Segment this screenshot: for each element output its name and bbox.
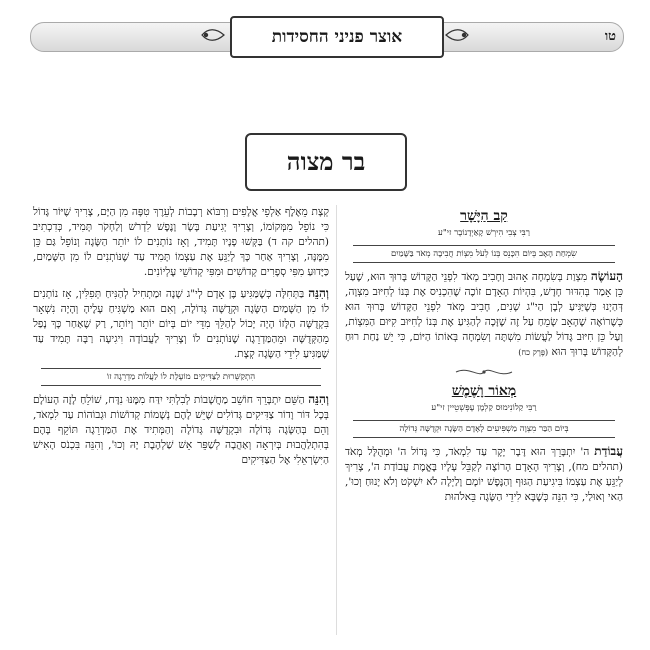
flourish-icon: [454, 366, 514, 378]
right-column: [345, 205, 623, 511]
section-title: קַב הַיָּשָׁר: [460, 208, 508, 224]
lead-word: הָעוֹשֶׂה: [590, 269, 624, 283]
section-note: בְּיוֹם הַבַּר מִצְוָה מַשְׁפִּיעִים לָאָדָם הַשָּׂגָה וּקְדֻשָּׁה גְּדוֹלָה: [353, 420, 615, 438]
paragraph: [33, 286, 329, 362]
lead-word: וְהִנֵּה: [308, 286, 329, 300]
paragraph-text: מִצְוַת בְּשִׂמְחָה אָהוּב וְחָבִיב מְאֹד לִפְנֵי הַקָּדוֹשׁ בָּרוּךְ הוּא, שֶׁעַל כֵּן אָמַר בְּהִדּוּר חָדָשׁ, בִּהְיוֹת הָאָדָם זוֹכֶה שֶׁהִכְנִיס אֶת בְּנוֹ לְחִיּוּב מִצְוָה, דְּהַיְנוּ כְּשֶׁיַּגִּיעַ לְבֶן הַי"ג שָׁנִים, חָבִיב מְאֹד לִפְנֵי הַקָּדוֹשׁ בָּרוּךְ הוּא כְּשֶׁרוֹאֶה שֶׁהָאָב שָׂמֵחַ עַל זֶה שֶׁזָּכָה לְהַגִּיעַ אֶת בְּנוֹ לְחִיּוּב קִיּוּם הַמִּצְוֹת, וְעַל כֵּן חִיּוּב גָּדוֹל לַעֲשׂוֹת מִשְׁתֶּה וְשִׂמְחָה בְּאוֹתוֹ הַיּוֹם, כִּי יֵשׁ נַחַת רוּחַ לְהַקָּדוֹשׁ בָּרוּךְ הוּא: [345, 271, 623, 358]
section-title: מְאוֹר וָשֶׁמֶשׁ: [451, 383, 517, 399]
ornament-left-icon: [198, 26, 226, 44]
paragraph-text: בַּתְּחִלָּה כְּשֶׁמַּגִּיעַ בֶּן אָדָם לְי"ג שָׁנָה וּמַתְחִיל לְהַנִּיחַ תְּפִלִּין, אָז נוֹתְנִים לוֹ מִן הַשָּׁמַיִם הַשָּׂגָה וּקְדֻשָּׁה גְּדוֹלָה, וְאִם הוּא מַשְׁגִּיחַ עָלֶיהָ וְהָיָה נִשְׁאָר בִּקְדֻשָּׁה הַלָּזוֹ הָיָה יָכוֹל לְהַלֵּךְ מִדֵּי יוֹם בְּיוֹם יוֹתֵר וְיוֹתֵר, רַק שֶׁאַחַר כָּךְ נָפַל מֵהַקְּדֻשָּׁה וּמֵהַמַּדְרֵגָה שֶׁנּוֹתְנִים לוֹ וְצָרִיךְ לַעֲבוֹדָה וִיגִיעָה רַבָּה תָּמִיד עַד שֶׁמַּגִּיעַ לִידֵי הַשָּׂגָה קְצָת.: [33, 288, 329, 360]
page-number: טו: [604, 29, 616, 44]
section-note: הִתְקַשְּׁרוּת לַצַּדִּיקִים מוֹעֶלֶת לוֹ לַעֲלוֹת מַדְרֵגָה זוֹ: [41, 368, 321, 386]
book-title: אוצר פניני החסידות: [230, 16, 444, 58]
lead-word: עֲבוֹדַת: [594, 444, 623, 458]
source-citation: (פֶּרֶק כח): [518, 348, 549, 357]
section-author: רַבִּי צְבִי הִירְשׁ קָאַיְדָנוֹבֶר זי"ע: [438, 228, 530, 238]
column-divider: [336, 205, 337, 635]
chapter-title: בר מצוה: [245, 133, 407, 191]
lead-word: וְהִנֵּה: [308, 392, 329, 406]
paragraph-text: ה' יִתְבָּרֵךְ הוּא דָּבָר יָקָר עַד לִמְאֹד, כִּי גָּדוֹל ה' וּמְהֻלָּל מְאֹד (תהלים מח), וְצָרִיךְ הָאָדָם הָרוֹצֶה לְקַבֵּל עָלָיו בֶּאֱמֶת עֲבוֹדַת ה', צָרִיךְ לְיַגֵּעַ אֶת עַצְמוֹ בִּיגִיעַת הַגּוּף וְהַנֶּפֶשׁ יוֹמָם וָלַיְלָה לֹא יִשְׁקֹט וְלֹא יָנוּחַ וְכוּ', הַאי וְאוּלַי, כִּי הִנֵּה כְּשֶׁבָּא לִידֵי הַשָּׂגָה בֵּאלֹהוּת: [345, 446, 623, 503]
section-author: רַבִּי קַלוֹנִימוּס קַלְמָן עֶפְּשְׁטֵיין זי"ע: [431, 403, 537, 413]
left-column: [33, 205, 329, 474]
ornament-right-icon: [444, 26, 472, 44]
paragraph: קְצָת מֵאֶלֶף אַלְפֵי אֲלָפִים וְרִבּוֹא רְבָבוֹת לְעֵרֶךְ טִפָּה מִן הַיָּם, צָרִיךְ שֶׁיּוֹר גָּדוֹל כִּי נוֹפֵל מִמְּקוֹמוֹ, וְצָרִיךְ יְגִיעַת בָּשָׂר וָנֶפֶשׁ לִדְרֹשׁ וְלַחְקֹר תָּמִיד, כְּדִכְתִיב (תהלים קה ד) בַּקְּשׁוּ פָנָיו תָּמִיד, וְאָז נוֹתְנִים לוֹ יוֹתֵר הַשָּׂגָה וְנוֹפֵל גַּם כֵּן מִמֶּנָּה, וְצָרִיךְ אַחַר כָּךְ לְיַגֵּעַ אֶת עַצְמוֹ תָּמִיד עַד שֶׁנּוֹתְנִים לוֹ מִן הַשָּׁמַיִם, כַּיָּדוּעַ מִפִּי סְפָרִים קְדוֹשִׁים וּמִפִּי קְדוֹשֵׁי עֶלְיוֹנִים.: [33, 206, 329, 278]
paragraph: [345, 269, 623, 360]
paragraph: [345, 444, 623, 505]
running-header: [30, 14, 622, 58]
paragraph-text: הַשֵּׁם יִתְבָּרֵךְ חוֹשֵׁב מַחֲשָׁבוֹת לְבִלְתִּי יִדַּח מִמֶּנּוּ נִדָּח, שׁוֹלֵחַ לָזֶה הָעוֹלָם בְּכָל דּוֹר וָדוֹר צַדִּיקִים גְּדוֹלִים שֶׁיֵּשׁ לָהֶם נְשָׁמוֹת קְדוֹשׁוֹת וּגְבוֹהוֹת עַד לִמְאֹד, וְהֵם בְּהַשָּׂגָה גְּדוֹלָה וּבִקְדֻשָּׁה גְּדוֹלָה וְהַמְּתִיד אֶת הַמַּדְרֵגָה תּוֹקֵף בָּהֶם בְּהִתְלַהֲבוּת בְּיִרְאָה וְאַהֲבָה לְשַׁפֵּר אֵשׁ שַׁלְהֶבֶת יָהּ וְכוּ', וְהִנֵּה בִּכְנֹס הָאִישׁ הַיִּשְׂרְאֵלִי אֶל הַצַּדִּיקִים: [33, 394, 329, 466]
section-note: שִׂמְחַת הָאָב בְּיוֹם הִכָּנֵס בְּנוֹ לְעֹל מִצְוֹת חֲבִיבָה מְאֹד בַּשָּׁמַיִם: [353, 245, 615, 263]
paragraph: [33, 392, 329, 468]
ornamental-divider: [345, 366, 623, 380]
